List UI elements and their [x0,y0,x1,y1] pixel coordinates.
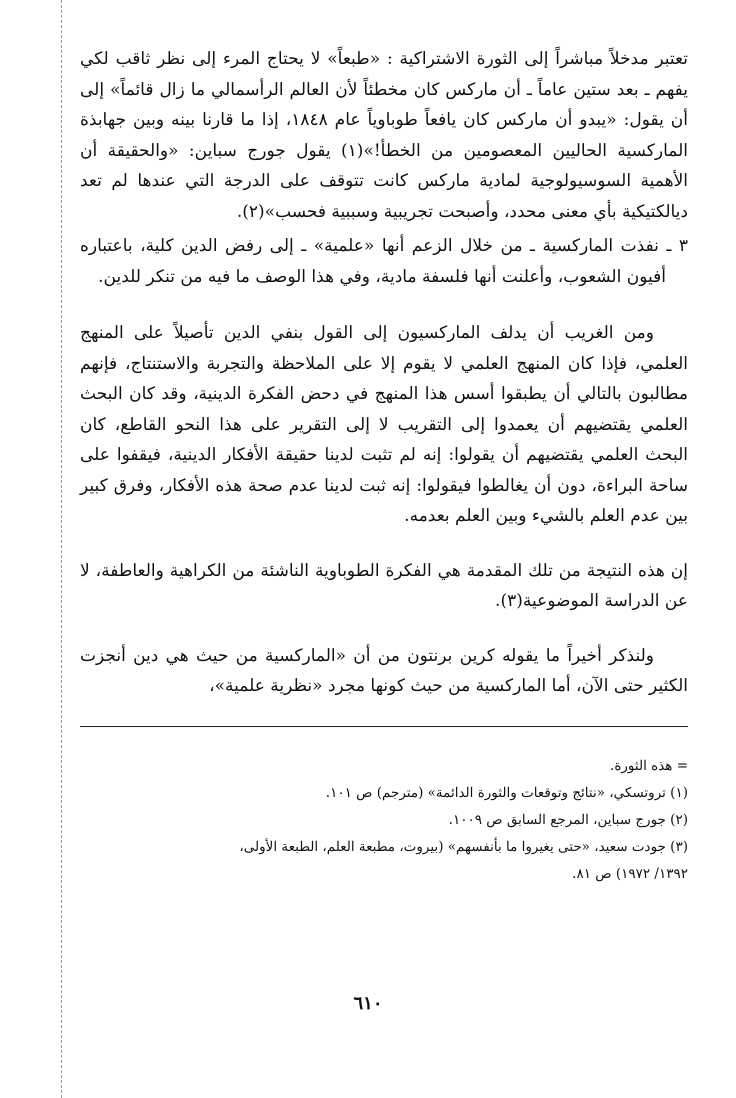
footnote-2: (٢) جورج سباين، المرجع السابق ص ١٠٠٩. [448,811,688,828]
numbered-point-3: ٣ ـ نفذت الماركسية ـ من خلال الزعم أنها «علمية» ـ إلى رفض الدين كلية، باعتباره أفيون الشعوب، وأعلنت أنها فلسفة مادية، وفي هذا الوصف ما فيه من تنكر للدين. [80,236,688,287]
footnote-separator-rule [80,726,688,727]
footnote-3-continuation: ١٣٩٢/ ١٩٧٢) ص ٨١. [572,865,688,882]
footnote-1: (١) تروتسكي، «نتائج وتوقعات والثورة الدائمة» (مترجم) ص ١٠١. [325,784,688,801]
footnotes [80,753,688,888]
body-paragraph-4: ولنذكر أخيراً ما يقوله كرين برنتون من أن «الماركسية من حيث هي دين أنجزت الكثير حتى الآن، أما الماركسية من حيث كونها مجرد «نظرية علمية»، [80,645,688,696]
footnote-continuation: = هذه الثورة. [610,757,688,774]
page-number: ٦١٠ [353,993,383,1014]
body-paragraph-3: إن هذه النتيجة من تلك المقدمة هي الفكرة الطوباوية الناشئة من الكراهية والعاطفة، لا عن الدراسة الموضوعية(٣). [80,560,688,611]
page-content [80,44,688,888]
body-paragraph-1: تعتبر مدخلاً مباشراً إلى الثورة الاشتراكية : «طبعاً» لا يحتاج المرء إلى نظر ثاقب لكي يفهم ـ بعد ستين عاماً ـ أن ماركس كان مخطئاً لأن العالم الرأسمالي ما زال قائماً» إلى أن يقول: «يبدو أن ماركس كان يافعاً طوباوياً عام ١٨٤٨، إذا ما قارنا بينه وبين جهابذة الماركسية الحاليين المعصومين من الخطأ!»(١) يقول جورج سباين: «والحقيقة أن الأهمية السوسيولوجية لمادية ماركس كانت تتوقف على الدرجة التي عندها لم تعد ديالكتيكية بأي معنى محدد، وأصبحت تجريبية وسببية فحسب»(٢). [80,49,688,222]
binding-fold-line [61,0,62,1098]
body-paragraph-2: ومن الغريب أن يدلف الماركسيون إلى القول بنفي الدين تأصيلاً على المنهج العلمي، فإذا كان المنهج العلمي لا يقوم إلا على الملاحظة والتجربة والاستنتاج، فإنهم مطالبون بالتالي أن يطبقوا أسس هذا المنهج في دحض الفكرة الدينية، وقد كان البحث العلمي يقتضيهم أن يعمدوا إلى التقريب لا إلى التقرير على هذا النحو القاطع، كان البحث العلمي يقتضيهم أن يقولوا: إنه لم تثبت لدينا حقيقة الأفكار الدينية، فيقفوا على ساحة البراءة، دون أن يغالطوا فيقولوا: إنه ثبت لدينا عدم صحة هذه الأفكار، وفرق كبير بين عدم العلم بالشيء وبين العلم بعدمه. [80,323,689,526]
footnote-3: (٣) جودت سعيد، «حتى يغيروا ما بأنفسهم» (بيروت، مطبعة العلم، الطبعة الأولى، [239,838,688,855]
